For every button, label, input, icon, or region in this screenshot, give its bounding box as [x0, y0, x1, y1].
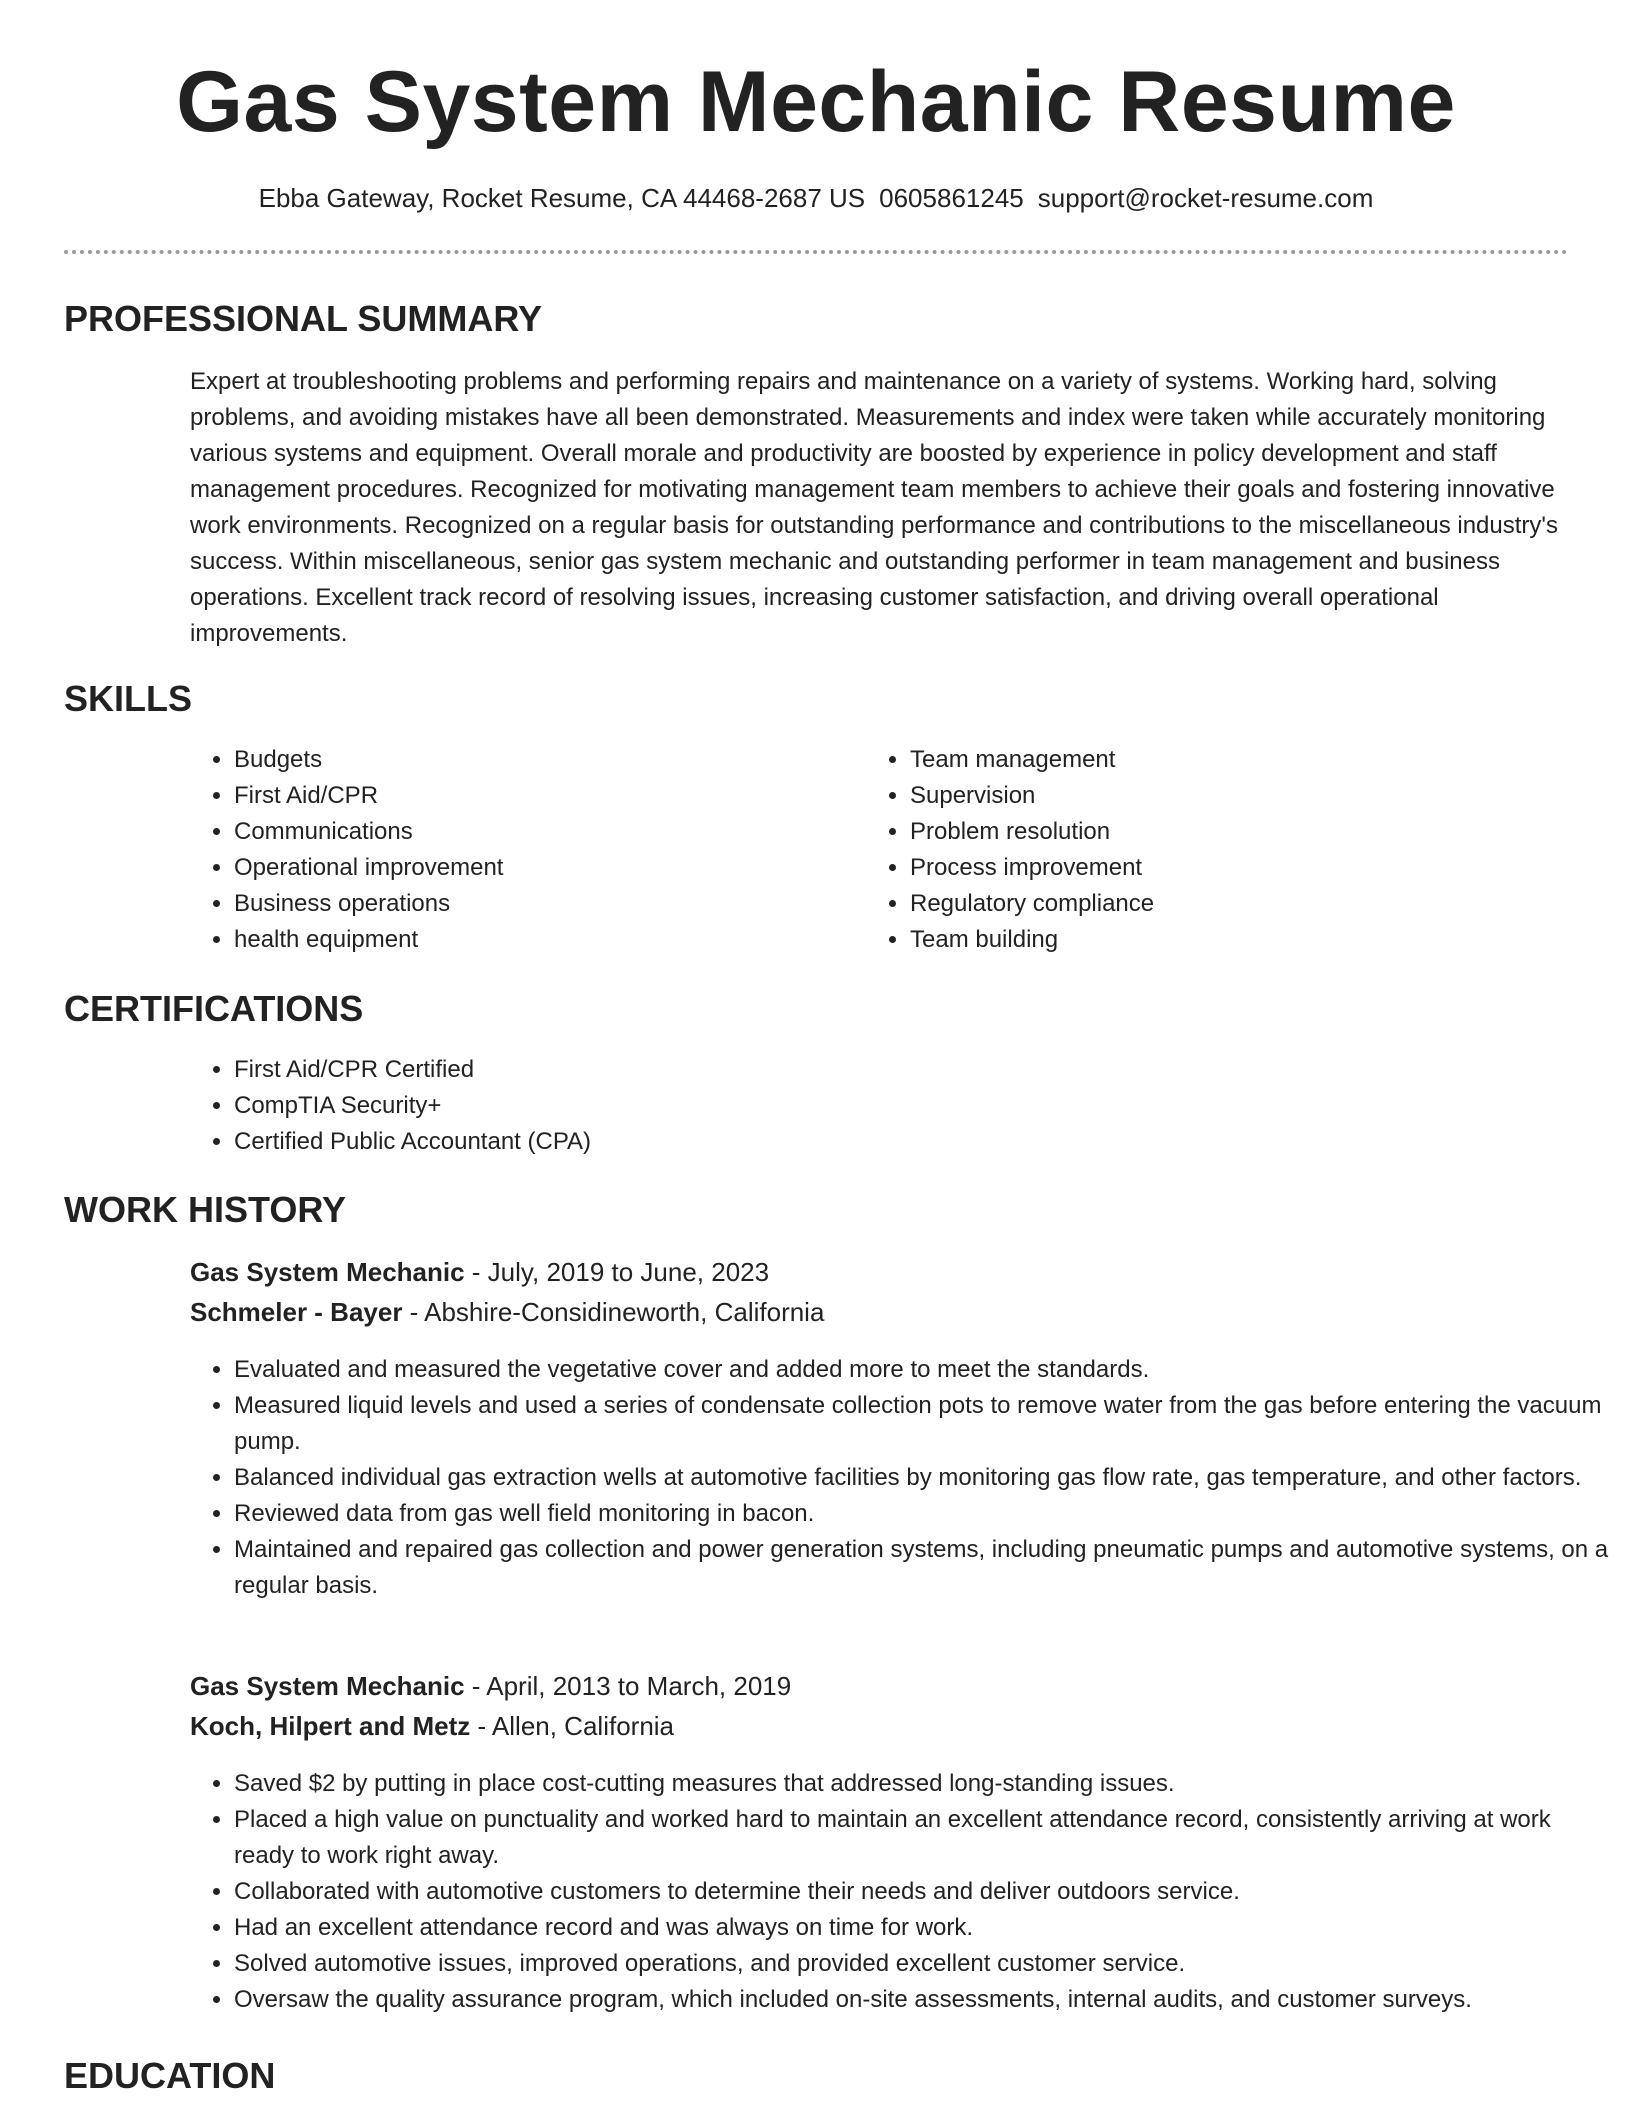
skill-item: • Business operations	[234, 886, 854, 922]
skill-item: • Process improvement	[910, 850, 1530, 886]
job-bullets	[190, 1352, 1610, 1604]
job-bullet: • Reviewed data from gas well field monitoring in bacon.	[234, 1496, 1610, 1532]
job-bullet: • Collaborated with automotive customers to determine their needs and deliver outdoors service.	[234, 1874, 1610, 1910]
summary-text: Expert at troubleshooting problems and performing repairs and maintenance on a variety of systems. Working hard, solving problems, and avoiding mistakes have all been demonstrated. Measurements and index were taken while accurately monitoring various systems and equipment. Overall morale and productivity are boosted by experience in policy development and staff management procedures. Recognized for motivating management team members to achieve their goals and fostering innovative work environments. Recognized on a regular basis for outstanding performance and contributions to the miscellaneous industry's success. Within miscellaneous, senior gas system mechanic and outstanding performer in team management and business operations. Excellent track record of resolving issues, increasing customer satisfaction, and driving overall operational improvements.	[190, 368, 1558, 647]
job-bullet: • Had an excellent attendance record and was always on time for work.	[234, 1910, 1610, 1946]
skill-item: • First Aid/CPR	[234, 778, 854, 814]
certification-item: • Certified Public Accountant (CPA)	[234, 1124, 1234, 1160]
job-company: Schmeler - Bayer	[190, 1297, 403, 1327]
contact-phone: 0605861245	[879, 183, 1024, 213]
job-bullets	[190, 1766, 1610, 2018]
skill-item: • Budgets	[234, 742, 854, 778]
summary-heading: PROFESSIONAL SUMMARY	[64, 298, 543, 339]
job-bullet: • Saved $2 by putting in place cost-cutting measures that addressed long-standing issues.	[234, 1766, 1610, 1802]
page-title: Gas System Mechanic Resume	[176, 54, 1456, 150]
skills-list-right	[866, 742, 1530, 958]
job-company: Koch, Hilpert and Metz	[190, 1711, 471, 1741]
certification-item: • First Aid/CPR Certified	[234, 1052, 1234, 1088]
job-title-line	[190, 1666, 791, 1706]
education-heading: EDUCATION	[64, 2055, 276, 2096]
job-bullet: • Maintained and repaired gas collection and power generation systems, including pneumatic pumps and automotive systems, on a regular basis.	[234, 1532, 1610, 1604]
job-location: - Allen, California	[470, 1711, 675, 1741]
job-bullet: • Balanced individual gas extraction wells at automotive facilities by monitoring gas flow rate, gas temperature, and other factors.	[234, 1460, 1610, 1496]
skill-item: • Team management	[910, 742, 1530, 778]
skill-item: • Regulatory compliance	[910, 886, 1530, 922]
job-bullet: • Evaluated and measured the vegetative cover and added more to meet the standards.	[234, 1352, 1610, 1388]
skills-heading: SKILLS	[64, 678, 193, 719]
certifications-heading: CERTIFICATIONS	[64, 988, 364, 1029]
header-divider	[64, 250, 1568, 254]
job-bullet: • Measured liquid levels and used a series of condensate collection pots to remove water from the gas before entering the vacuum pump.	[234, 1388, 1610, 1460]
job-bullet: • Oversaw the quality assurance program, which included on-site assessments, internal audits, and customer surveys.	[234, 1982, 1610, 2018]
certifications-list	[190, 1052, 1234, 1160]
job-location: - Abshire-Considineworth, California	[402, 1297, 825, 1327]
contact-email: support@rocket-resume.com	[1037, 183, 1374, 213]
job-bullet: • Solved automotive issues, improved operations, and provided excellent customer service.	[234, 1946, 1610, 1982]
job-title: Gas System Mechanic	[190, 1671, 465, 1701]
skill-item: • health equipment	[234, 922, 854, 958]
job-company-line	[190, 1292, 824, 1332]
job-company-line	[190, 1706, 674, 1746]
skill-item: • Operational improvement	[234, 850, 854, 886]
job-bullet: • Placed a high value on punctuality and worked hard to maintain an excellent attendance record, consistently arriving at work ready to work right away.	[234, 1802, 1610, 1874]
job-title: Gas System Mechanic	[190, 1257, 465, 1287]
skills-list-left	[190, 742, 854, 958]
certification-item: • CompTIA Security+	[234, 1088, 1234, 1124]
job-dates: - April, 2013 to March, 2019	[464, 1671, 792, 1701]
skill-item: • Supervision	[910, 778, 1530, 814]
skill-item: • Communications	[234, 814, 854, 850]
work-history-heading: WORK HISTORY	[64, 1189, 347, 1230]
job-title-line	[190, 1252, 769, 1292]
job-dates: - July, 2019 to June, 2023	[464, 1257, 770, 1287]
skill-item: • Problem resolution	[910, 814, 1530, 850]
contact-line	[0, 180, 1632, 216]
contact-address: Ebba Gateway, Rocket Resume, CA 44468-2687 US	[258, 183, 866, 213]
skill-item: • Team building	[910, 922, 1530, 958]
